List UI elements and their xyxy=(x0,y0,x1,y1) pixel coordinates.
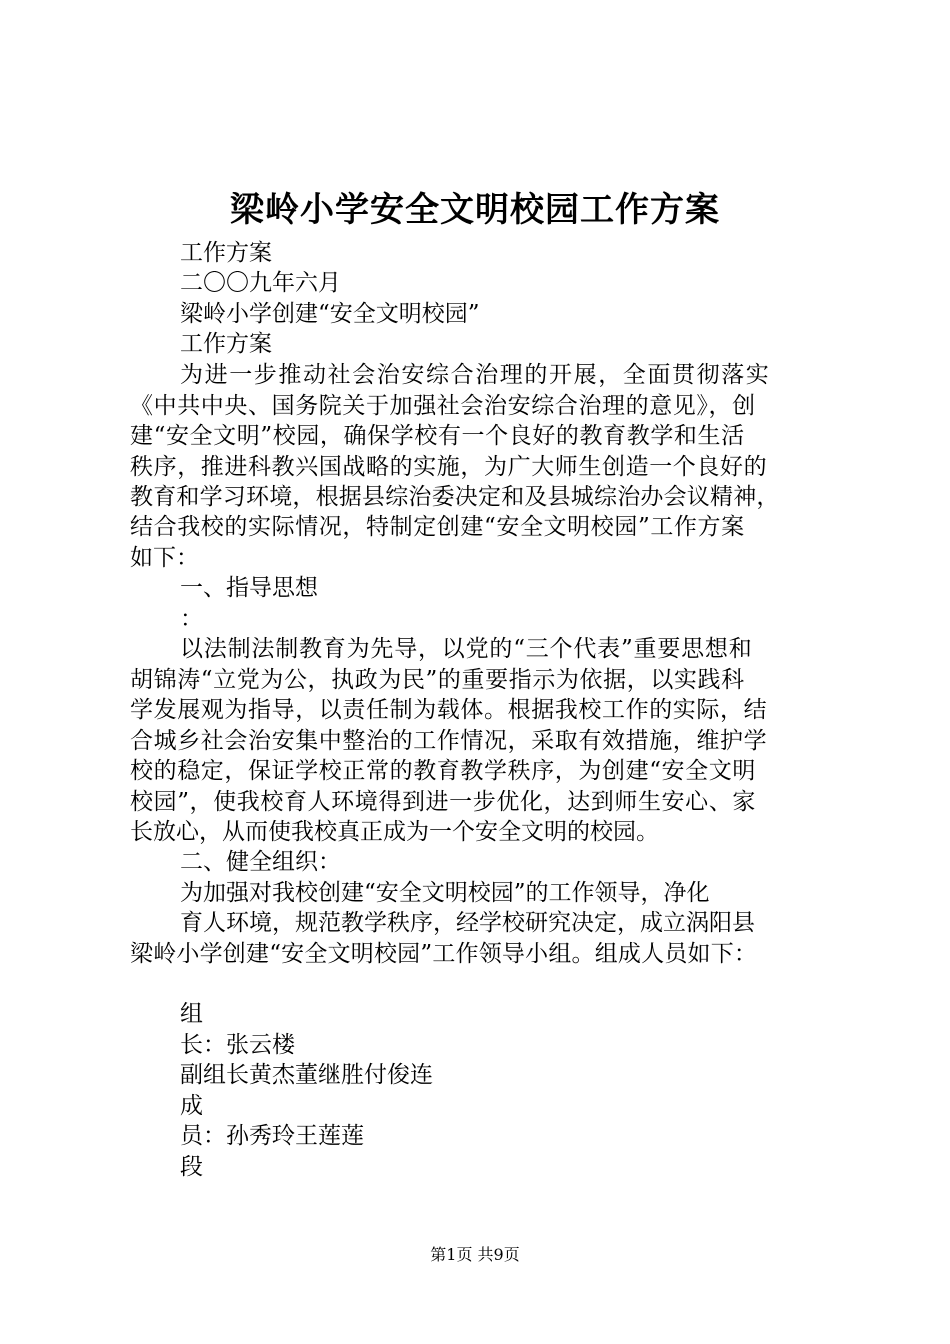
section-heading: 一、指导思想 xyxy=(180,575,318,601)
doc-line: 结合我校的实际情况，特制定创建“安全文明校园”工作方案 xyxy=(130,514,745,540)
doc-line: 副组长黄杰董继胜付俊连 xyxy=(180,1062,433,1088)
doc-line: 成 xyxy=(180,1093,203,1119)
section-heading: 二、健全组织： xyxy=(180,849,341,875)
doc-line: 员：孙秀玲王莲莲 xyxy=(180,1123,364,1149)
doc-line: 以法制法制教育为先导，以党的“三个代表”重要思想和 xyxy=(180,636,753,662)
doc-line: ： xyxy=(180,606,203,632)
doc-line: 学发展观为指导，以责任制为载体。根据我校工作的实际，结 xyxy=(130,697,768,723)
doc-line: 组 xyxy=(180,1001,203,1027)
doc-line: 校园”，使我校育人环境得到进一步优化，达到师生安心、家 xyxy=(130,789,756,815)
doc-line: 长：张云楼 xyxy=(180,1032,295,1058)
doc-line: 《中共中央、国务院关于加强社会治安综合治理的意见》，创 xyxy=(130,393,756,419)
doc-line: 胡锦涛“立党为公，执政为民”的重要指示为依据，以实践科 xyxy=(130,667,745,693)
doc-line: 秩序，推进科教兴国战略的实施，为广大师生创造一个良好的 xyxy=(130,454,768,480)
doc-line: 为进一步推动社会治安综合治理的开展，全面贯彻落实 xyxy=(180,362,771,388)
page-footer: 第1页 共9页 xyxy=(430,1245,520,1264)
doc-line: 合城乡社会治安集中整治的工作情况，采取有效措施，维护学 xyxy=(130,728,768,754)
doc-line: 梁岭小学创建“安全文明校园” xyxy=(180,301,480,327)
doc-line: 二〇〇九年六月 xyxy=(180,270,341,296)
doc-line: 为加强对我校创建“安全文明校园”的工作领导，净化 xyxy=(180,880,710,906)
doc-line: 校的稳定，保证学校正常的教育教学秩序，为创建“安全文明 xyxy=(130,758,756,784)
doc-line: 梁岭小学创建“安全文明校园”工作领导小组。组成人员如下： xyxy=(130,941,758,967)
doc-line: 如下： xyxy=(130,545,199,571)
document-title: 梁岭小学安全文明校园工作方案 xyxy=(230,190,720,230)
doc-line: 段 xyxy=(180,1154,203,1180)
doc-line: 教育和学习环境，根据县综治委决定和及县城综治办会议精神， xyxy=(130,484,780,510)
doc-line: 长放心，从而使我校真正成为一个安全文明的校园。 xyxy=(130,819,659,845)
doc-line: 育人环境，规范教学秩序，经学校研究决定，成立涡阳县 xyxy=(180,910,755,936)
doc-line: 工作方案 xyxy=(180,240,272,266)
doc-line: 建“安全文明”校园，确保学校有一个良好的教育教学和生活 xyxy=(130,423,745,449)
doc-line: 工作方案 xyxy=(180,331,272,357)
